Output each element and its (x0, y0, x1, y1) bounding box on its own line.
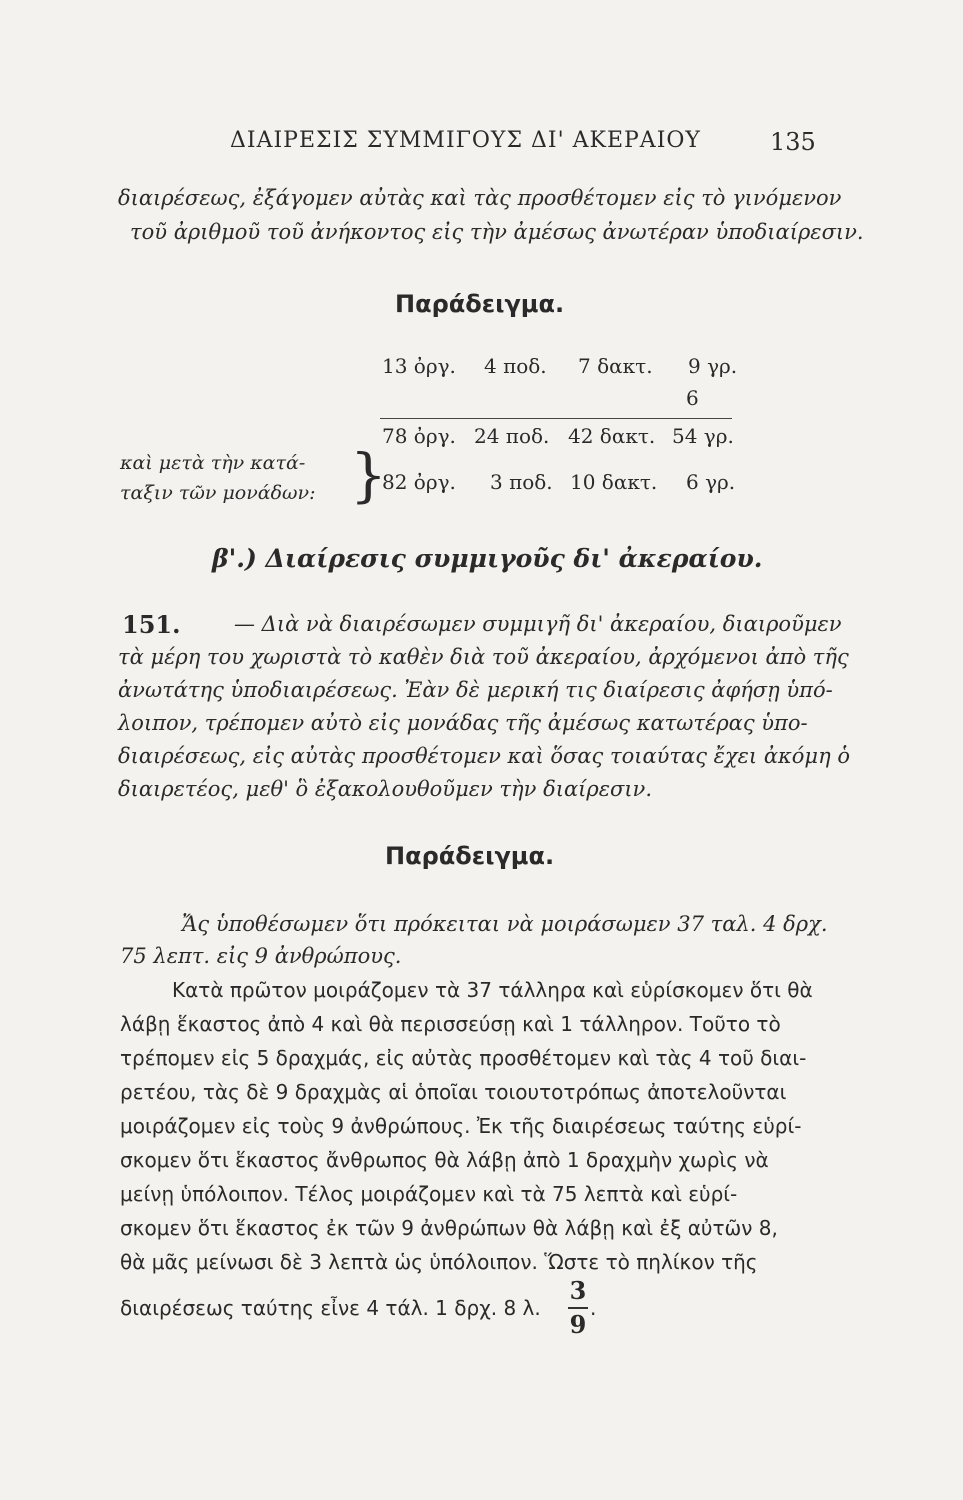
row2-inches: 42 δακτ. (568, 424, 656, 448)
row2-orgyes: 78 ὀργ. (382, 424, 456, 448)
rule-line-5: διαιρέσεως, εἰς αὐτὰς προσθέτομεν καὶ ὅσας τοιαύτας ἔχει ἀκόμη ὁ (118, 744, 850, 768)
row3-inches: 10 δακτ. (570, 470, 658, 494)
intro-line-2: τοῦ ἀριθμοῦ τοῦ ἀνήκοντος εἰς τὴν ἀμέσως ἀνωτέραν ὑποδιαίρεσιν. (130, 220, 864, 244)
rule-line-3: ἀνωτάτης ὑποδιαιρέσεως. Ἐὰν δὲ μερική τις διαίρεσις ἀφήσῃ ὑπό- (118, 678, 833, 702)
fraction-numerator: 3 (569, 1276, 587, 1305)
row2-feet: 24 ποδ. (474, 424, 550, 448)
body-line-6: σκομεν ὅτι ἕκαστος ἄνθρωπος θὰ λάβῃ ἀπὸ 1 δραχμὴν χωρὶς νὰ (120, 1148, 769, 1172)
body-line-8: σκομεν ὅτι ἕκαστος ἐκ τῶν 9 ἀνθρώπων θὰ λάβῃ καὶ ἐξ αὐτῶν 8, (120, 1216, 778, 1240)
row3-feet: 3 ποδ. (490, 470, 553, 494)
row1-feet: 4 ποδ. (484, 354, 547, 378)
side-label-2: ταξιν τῶν μονάδων: (120, 482, 316, 504)
statement-line-1: Ἄς ὑποθέσωμεν ὅτι πρόκειται νὰ μοιράσωμεν 37 ταλ. 4 δρχ. (182, 912, 828, 936)
row3-orgyes: 82 ὀργ. (382, 470, 456, 494)
rule-line-4: λοιπον, τρέπομεν αὐτὸ εἰς μονάδας τῆς ἀμέσως κατωτέρας ὑπο- (118, 711, 808, 735)
body-line-5: μοιράζομεν εἰς τοὺς 9 ἀνθρώπους. Ἐκ τῆς διαιρέσεως ταύτης εὑρί- (120, 1114, 802, 1138)
right-brace-icon: } (350, 441, 387, 509)
fraction-period: . (590, 1296, 597, 1320)
body-line-1: Κατὰ πρῶτον μοιράζομεν τὰ 37 τάλληρα καὶ εὑρίσκομεν ὅτι θὰ (172, 978, 813, 1002)
fraction-denominator: 9 (569, 1310, 587, 1339)
intro-line-1: διαιρέσεως, ἐξάγομεν αὐτὰς καὶ τὰς προσθέτομεν εἰς τὸ γινόμενον (118, 186, 842, 210)
page-number: 135 (770, 128, 816, 156)
paragraph-number: 151. (122, 610, 181, 639)
multiplication-rule (380, 418, 732, 419)
statement-line-2: 75 λεπτ. εἰς 9 ἀνθρώπους. (120, 944, 402, 968)
result-line: διαιρέσεως ταύτης εἶνε 4 τάλ. 1 δρχ. 8 λ. (120, 1296, 541, 1320)
row2-lines: 54 γρ. (672, 424, 734, 448)
row1-inches: 7 δακτ. (578, 354, 653, 378)
multiplier: 6 (686, 386, 699, 410)
body-line-9: θὰ μᾶς μείνωσι δὲ 3 λεπτὰ ὡς ὑπόλοιπον. Ὥστε τὸ πηλίκον τῆς (120, 1250, 758, 1274)
row1-orgyes: 13 ὀργ. (382, 354, 456, 378)
section-heading: β'.) Διαίρεσις συμμιγοῦς δι' ἀκεραίου. (212, 544, 763, 573)
body-line-4: ρετέου, τὰς δὲ 9 δραχμὰς αἱ ὁποῖαι τοιουτοτρόπως ἀποτελοῦνται (120, 1080, 787, 1104)
example-title-2: Παράδειγμα. (385, 842, 555, 870)
rule-line-1: — Διὰ νὰ διαιρέσωμεν συμμιγῆ δι' ἀκεραίου, διαιροῦμεν (234, 612, 842, 636)
rule-line-6: διαιρετέος, μεθ' ὃ ἐξακολουθοῦμεν τὴν διαίρεσιν. (118, 777, 652, 801)
body-line-7: μείνῃ ὑπόλοιπον. Τέλος μοιράζομεν καὶ τὰ 75 λεπτὰ καὶ εὑρί- (120, 1182, 738, 1206)
body-line-3: τρέπομεν εἰς 5 δραχμάς, εἰς αὐτὰς προσθέτομεν καὶ τὰς 4 τοῦ διαι- (120, 1046, 807, 1070)
body-line-2: λάβῃ ἕκαστος ἀπὸ 4 καὶ θὰ περισσεύσῃ καὶ 1 τάλληρον. Τοῦτο τὸ (120, 1012, 781, 1036)
fraction-bar (568, 1307, 588, 1309)
example-title-1: Παράδειγμα. (395, 290, 565, 318)
side-label-1: καὶ μετὰ τὴν κατά- (120, 452, 306, 474)
rule-line-2: τὰ μέρη του χωριστὰ τὸ καθὲν διὰ τοῦ ἀκεραίου, ἀρχόμενοι ἀπὸ τῆς (118, 645, 849, 669)
row3-lines: 6 γρ. (686, 470, 736, 494)
running-header: ΔΙΑΙΡΕΣΙΣ ΣΥΜΜΙΓΟΥΣ ΔΙ' ΑΚΕΡΑΙΟΥ (230, 128, 701, 153)
row1-lines: 9 γρ. (688, 354, 738, 378)
